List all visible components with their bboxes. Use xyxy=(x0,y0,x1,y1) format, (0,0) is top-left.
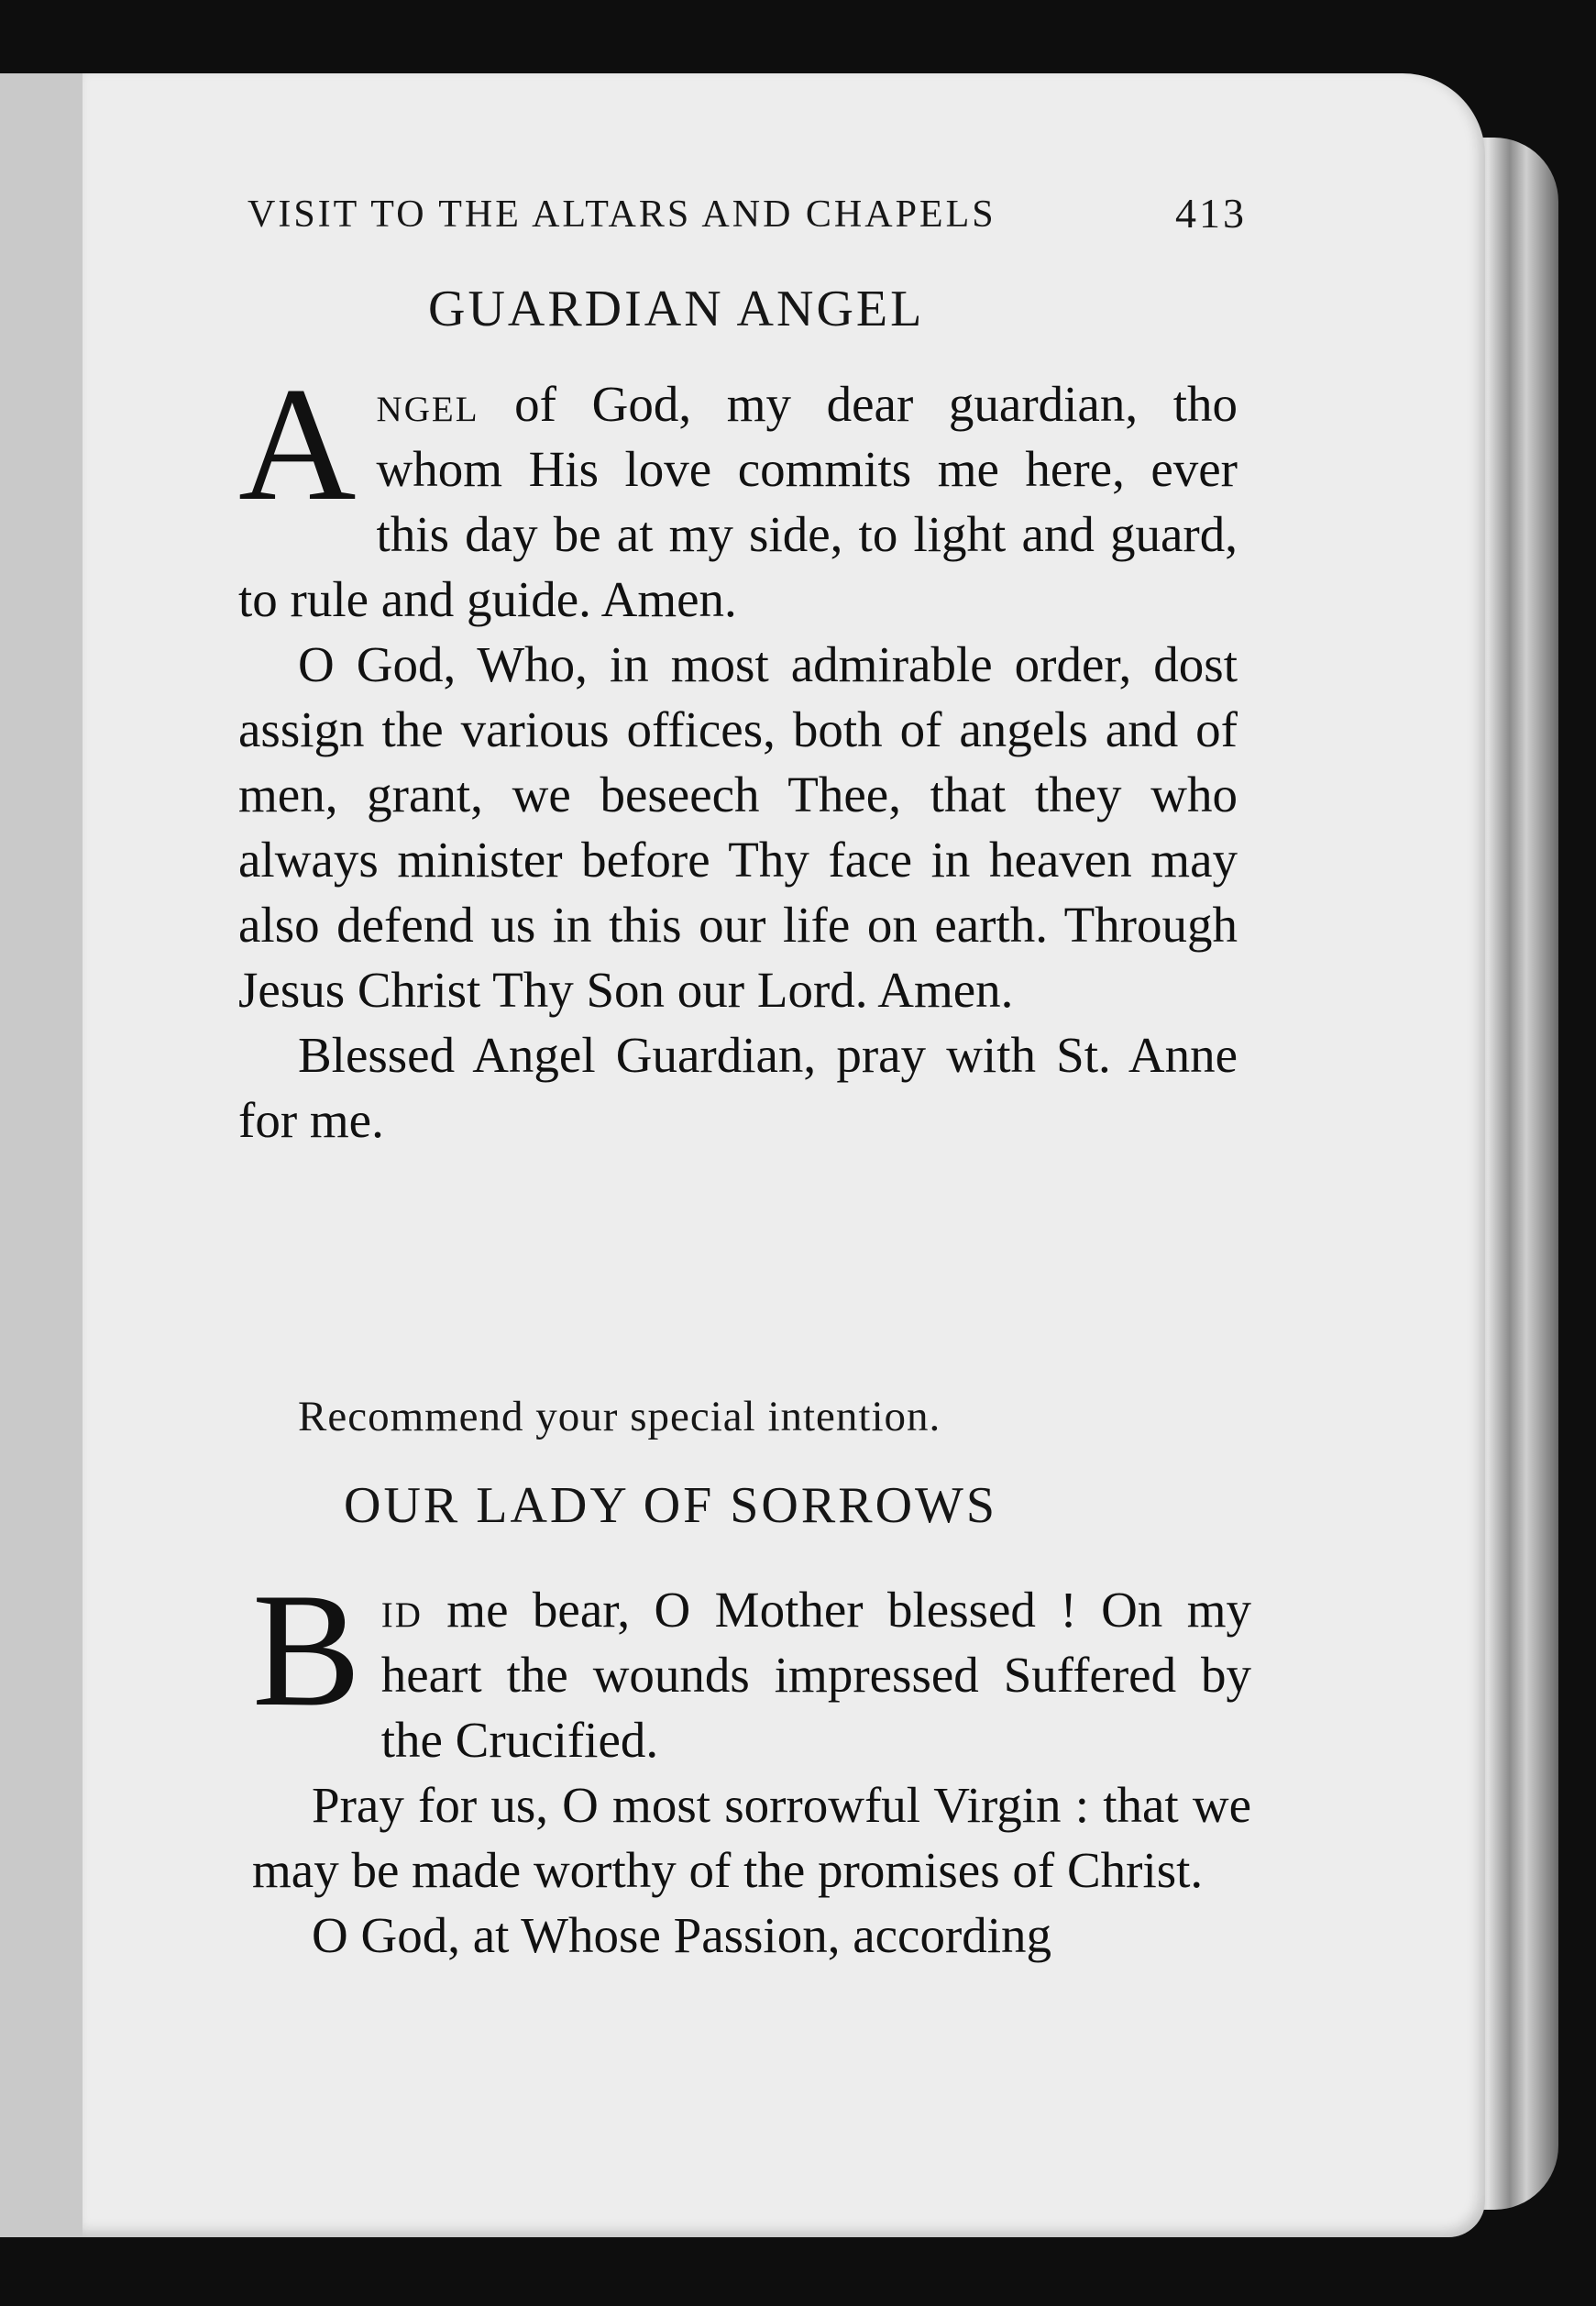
guardian-angel-paragraph-2: O God, Who, in most admirable order, dost assign the various offices, both of angels and of men, grant, we beseech Thee, that they who always minister before Thy face in heaven may also defend us in this our life on earth. Through Jesus Christ Thy Son our Lord. Amen. xyxy=(238,636,1238,1018)
paragraph-text: of God, my dear guardian, tho whom His love commits me here, ever this day be at my side, to light and guard, to rule and guide. Amen. xyxy=(238,376,1238,627)
running-head xyxy=(248,190,1247,237)
drop-cap-b: B xyxy=(252,1559,361,1740)
running-head-title: VISIT TO THE ALTARS AND CHAPELS xyxy=(248,193,996,236)
guardian-angel-heading: GUARDIAN ANGEL xyxy=(428,281,925,337)
lead-in-word: id xyxy=(380,1582,423,1638)
our-lady-of-sorrows-text xyxy=(252,1559,1251,1968)
our-lady-of-sorrows-heading: OUR LADY OF SORROWS xyxy=(344,1477,998,1534)
paragraph-text: me bear, O Mother blessed ! On my heart the wounds impressed Suffered by the Crucified. xyxy=(380,1582,1251,1768)
sorrows-paragraph-1 xyxy=(252,1559,1251,1772)
page-number: 413 xyxy=(1175,190,1247,237)
guardian-angel-paragraph-3: Blessed Angel Guardian, pray with St. Anne for me. xyxy=(238,1027,1238,1148)
guardian-angel-text xyxy=(238,353,1238,1153)
left-page-edge xyxy=(0,73,85,2237)
sorrows-paragraph-2: Pray for us, O most sorrowful Virgin : that we may be made worthy of the promises of Christ. xyxy=(252,1777,1251,1898)
drop-cap-a: A xyxy=(238,353,357,535)
guardian-angel-paragraph-1 xyxy=(238,353,1238,632)
recommendation-line: Recommend your special intention. xyxy=(298,1393,941,1440)
lead-in-word: ngel xyxy=(376,376,479,432)
sorrows-paragraph-3: O God, at Whose Passion, according xyxy=(312,1907,1052,1963)
